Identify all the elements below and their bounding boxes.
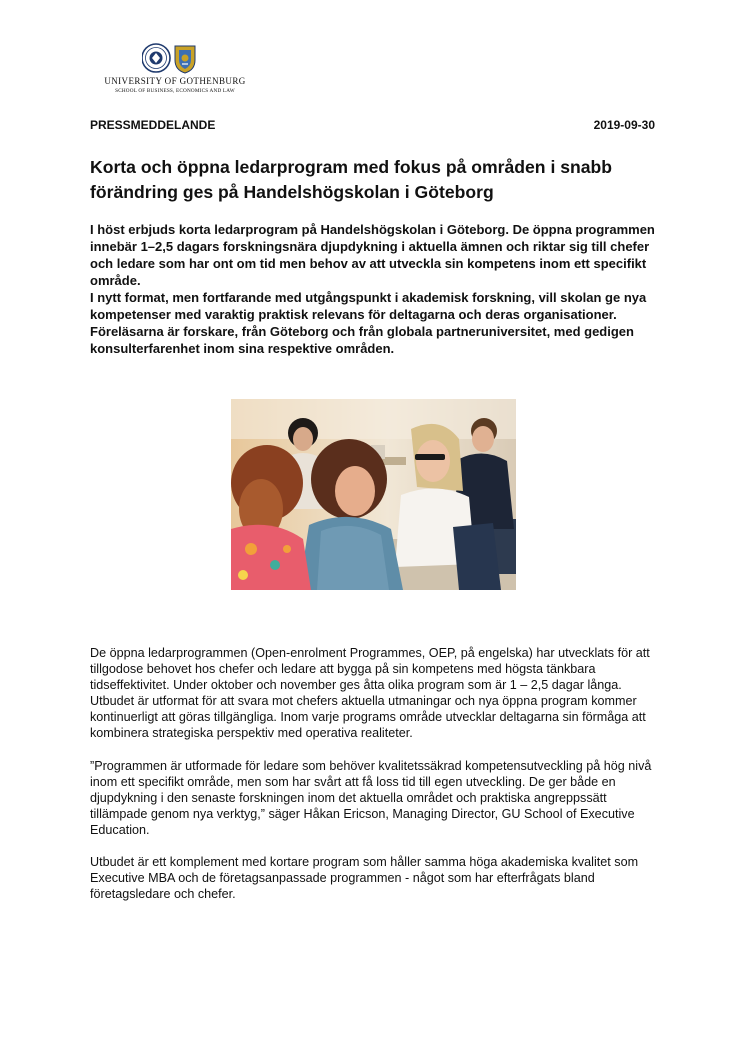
document-type-label: PRESSMEDDELANDE (90, 118, 216, 132)
classroom-photo (231, 399, 516, 590)
article-lead (90, 221, 660, 357)
article-body (90, 645, 660, 918)
body-paragraph: De öppna ledarprogrammen (Open-enrolment Programmes, OEP, på engelska) har utvecklats för att tillgodose behovet hos chefer och ledare att bygga på sin kompetens med högsta tänkbara tidseffektivitet. Under oktober och november ges åtta olika program som är 1 – 2,5 dagar långa. Utbudet är utformat för att svara mot chefers aktuella utmaningar och nya öppna program kommer kontinuerligt att göras tillgängliga. Inom varje programs område utvecklar deltagarna sin förmåga att kombinera strategiska perspektiv med operativa realiteter. (90, 646, 650, 741)
classroom-photo-illustration (231, 399, 516, 590)
body-paragraph: Utbudet är ett komplement med kortare program som håller samma höga akademiska kvalitet som Executive MBA och de företagsanpassade programmen - något som har efterfrågats bland företagsledare och chefer. (90, 855, 639, 902)
quote-paragraph: ”Programmen är utformade för ledare som behöver kvalitetssäkrad kompetensutveckling på hög nivå inom ett specifikt område, men som har svårt att få loss tid till egen utveckling. De ger både en djupdykning i den senaste forskningen inom det aktuella området och praktiska angreppssätt tillämpade genom nya verktyg,” säger Håkan Ericson, Managing Director, GU School of Executive Education. (90, 758, 652, 837)
lead-paragraph: I höst erbjuds korta ledarprogram på Handelshögskolan i Göteborg. De öppna programmen innebär 1–2,5 dagars forskningsnära djupdykning i aktuella ämnen och riktar sig till chefer och ledare som har ont om tid men behov av att utveckla sin kompetens inom ett specifikt område. (90, 222, 655, 288)
university-name: UNIVERSITY OF GOTHENBURG (104, 76, 246, 86)
university-seal-icon (142, 44, 170, 72)
school-crest-icon (175, 46, 195, 73)
university-seals-icon (142, 42, 202, 74)
document-date: 2019-09-30 (593, 118, 655, 132)
school-name: SCHOOL OF BUSINESS, ECONOMICS AND LAW (115, 88, 235, 94)
lead-paragraph: I nytt format, men fortfarande med utgångspunkt i akademisk forskning, vill skolan ge nya kompetenser med varaktig praktisk relevans för deltagarna och deras organisationer. Föreläsarna är forskare, från Göteborg och från globala partneruniversitet, med gedigen konsulterfarenhet inom sina respektive områden. (90, 290, 647, 356)
article-title: Korta och öppna ledarprogram med fokus på områden i snabb förändring ges på Handelshögskolan i Göteborg (90, 157, 613, 202)
